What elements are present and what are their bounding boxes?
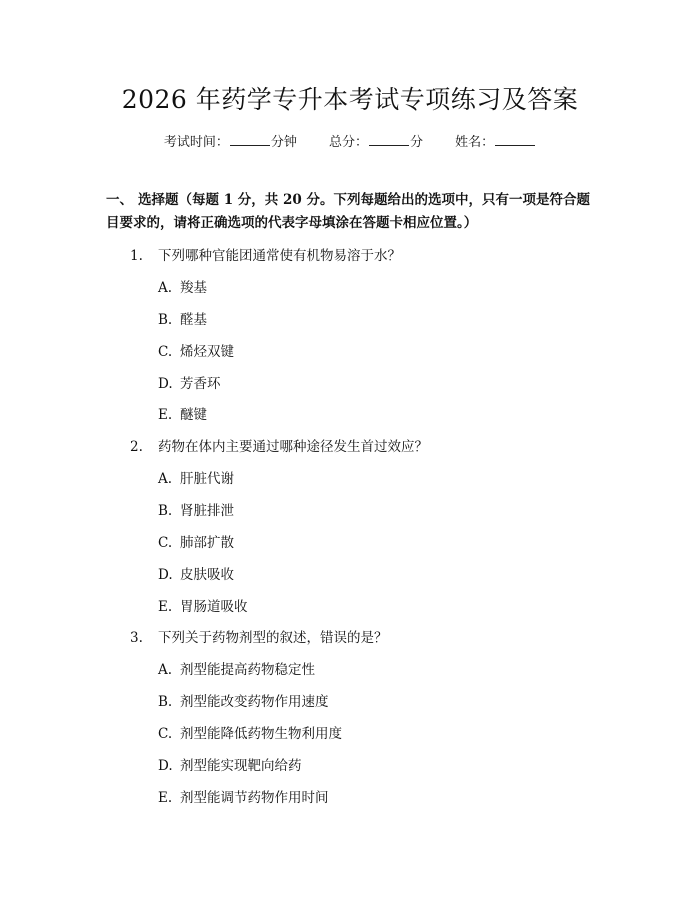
exam-meta [0, 131, 700, 150]
option-label: A. [158, 662, 173, 678]
option-text: 剂型能实现靶向给药 [180, 758, 302, 774]
option-label: B. [158, 694, 173, 710]
time-label: 考试时间： [163, 135, 229, 150]
question-text: 药物在体内主要通过哪种途径发生首过效应？ [158, 439, 428, 455]
option-text: 皮肤吸收 [180, 567, 234, 583]
option-text: 剂型能降低药物生物利用度 [180, 726, 342, 742]
question-2-option-e[interactable] [158, 595, 248, 615]
section-number: 一、 [106, 192, 133, 208]
name-label: 姓名： [455, 135, 495, 150]
question-1-option-c[interactable] [158, 340, 234, 360]
option-label: E. [158, 599, 173, 615]
question-1 [130, 244, 401, 264]
time-unit: 分钟 [270, 135, 297, 150]
question-2-option-b[interactable] [158, 499, 234, 519]
option-text: 羧基 [180, 280, 207, 296]
question-text: 下列哪种官能团通常使有机物易溶于水？ [158, 248, 401, 264]
question-number: 2. [130, 439, 143, 455]
name-field [455, 131, 536, 150]
score-blank[interactable] [369, 144, 409, 146]
question-3-option-a[interactable] [158, 658, 315, 678]
page-title: 2026 年药学专升本考试专项练习及答案 [121, 85, 579, 114]
option-text: 剂型能改变药物作用速度 [180, 694, 329, 710]
option-text: 胃肠道吸收 [180, 599, 248, 615]
option-label: B. [158, 312, 173, 328]
section-heading [106, 189, 596, 235]
name-blank[interactable] [495, 144, 535, 146]
question-1-option-b[interactable] [158, 308, 207, 328]
question-3-option-e[interactable] [158, 786, 329, 806]
option-label: E. [158, 790, 173, 806]
score-label: 总分： [328, 135, 368, 150]
option-label: D. [158, 758, 173, 774]
option-label: C. [158, 726, 173, 742]
option-text: 醚键 [180, 407, 207, 423]
option-label: B. [158, 503, 173, 519]
question-3-option-c[interactable] [158, 722, 342, 742]
question-number: 3. [130, 630, 143, 646]
option-label: C. [158, 535, 173, 551]
option-text: 醛基 [180, 312, 207, 328]
time-blank[interactable] [230, 144, 270, 146]
question-3-option-d[interactable] [158, 754, 302, 774]
option-text: 芳香环 [180, 376, 221, 392]
option-label: D. [158, 567, 173, 583]
option-text: 烯烃双键 [180, 344, 234, 360]
option-label: C. [158, 344, 173, 360]
option-text: 肺部扩散 [180, 535, 234, 551]
option-text: 剂型能提高药物稳定性 [180, 662, 315, 678]
score-field [329, 131, 423, 150]
option-text: 肝脏代谢 [180, 471, 234, 487]
section-text: 选择题（每题 1 分，共 20 分。下列每题给出的选项中，只有一项是符合题目要求的，请将正确选项的代表字母填涂在答题卡相应位置。） [106, 192, 590, 231]
question-number: 1. [130, 248, 143, 264]
question-1-option-e[interactable] [158, 403, 207, 423]
score-unit: 分 [410, 135, 424, 150]
option-label: E. [158, 407, 173, 423]
question-2 [130, 435, 428, 455]
question-1-option-a[interactable] [158, 276, 207, 296]
option-text: 肾脏排泄 [180, 503, 234, 519]
question-2-option-c[interactable] [158, 531, 234, 551]
question-3-option-b[interactable] [158, 690, 329, 710]
option-label: D. [158, 376, 173, 392]
question-2-option-d[interactable] [158, 563, 234, 583]
time-field [164, 131, 297, 150]
question-text: 下列关于药物剂型的叙述，错误的是？ [158, 630, 388, 646]
option-text: 剂型能调节药物作用时间 [180, 790, 329, 806]
option-label: A. [158, 280, 173, 296]
question-3 [130, 626, 388, 646]
question-1-option-d[interactable] [158, 372, 221, 392]
option-label: A. [158, 471, 173, 487]
question-2-option-a[interactable] [158, 467, 234, 487]
